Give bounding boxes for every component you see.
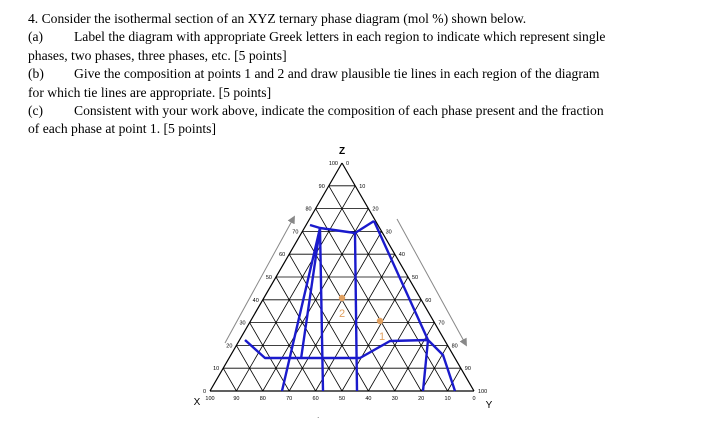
- bottom-tick-label: 90: [233, 396, 240, 402]
- grid-line-y: [289, 231, 381, 391]
- left-tick-label: 50: [265, 275, 272, 281]
- bottom-tick-label: 80: [259, 396, 266, 402]
- vertex-z-label: Z: [338, 146, 346, 157]
- part-b-label: (b): [28, 66, 44, 82]
- part-a-continuation: phases, two phases, three phases, etc. [5 points]: [28, 47, 287, 63]
- right-tick-label: 60: [425, 297, 432, 304]
- left-tick-label: 80: [305, 206, 312, 213]
- point-1-marker: [377, 318, 383, 324]
- bottom-tick-label: 30: [391, 396, 398, 402]
- bottom-tick-label: 50: [338, 396, 346, 402]
- left-tick-label: 40: [252, 297, 259, 304]
- vertex-y-label: Y: [485, 400, 493, 411]
- bottom-tick-label: 10: [444, 396, 451, 402]
- phase-boundaries: [245, 221, 455, 391]
- left-direction-arrow: [225, 219, 293, 343]
- part-b-text: Give the composition at points 1 and 2 and draw plausible tie lines in each region of the diagram: [74, 66, 600, 82]
- part-a: [28, 28, 688, 46]
- right-tick-label: 10: [359, 183, 366, 190]
- bottom-tick-label: 100: [205, 396, 215, 402]
- part-a-text: Label the diagram with appropriate Greek letters in each region to indicate which represent single: [74, 29, 606, 45]
- grid-line-y: [342, 277, 408, 391]
- bottom-tick-label: 70: [286, 396, 293, 402]
- right-tick-label: 0: [346, 161, 350, 167]
- bottom-tick-label: 60: [312, 396, 319, 402]
- part-c-label: (c): [28, 103, 44, 119]
- point-2-label: 2: [338, 308, 346, 320]
- axis-labels: [203, 161, 487, 402]
- right-tick-label: 100: [478, 389, 488, 395]
- ternary-phase-diagram: [185, 143, 505, 418]
- part-b-continuation: for which tie lines are appropriate. [5 points]: [28, 84, 272, 100]
- part-c-text: Consistent with your work above, indicate the composition of each phase present and the fraction: [74, 103, 604, 119]
- vertex-x-label: X: [193, 397, 201, 408]
- left-tick-label: 10: [213, 366, 220, 373]
- right-tick-label: 90: [464, 366, 471, 373]
- part-a-label: (a): [28, 29, 44, 45]
- right-tick-label: 80: [451, 343, 458, 350]
- bottom-tick-label: 0: [472, 396, 476, 402]
- right-tick-label: 70: [438, 320, 445, 327]
- right-tick-label: 30: [385, 229, 392, 236]
- bottom-tick-label: 20: [418, 396, 425, 402]
- grid-line-y: [395, 323, 435, 391]
- ternary-grid: [210, 163, 474, 391]
- part-c-continuation: of each phase at point 1. [5 points]: [28, 121, 216, 137]
- bottom-tick-label: 40: [365, 396, 372, 402]
- left-tick-label: 60: [279, 252, 286, 259]
- question-intro: 4. Consider the isothermal section of an XYZ ternary phase diagram (mol %) shown below.: [28, 11, 527, 26]
- right-tick-label: 20: [372, 206, 379, 213]
- left-tick-label: 30: [239, 320, 246, 327]
- left-tick-label: 0: [202, 389, 206, 395]
- part-b: [28, 65, 688, 83]
- phase-boundary-line: [320, 228, 323, 391]
- grid-line-x: [223, 368, 236, 391]
- left-tick-label: 70: [292, 229, 299, 236]
- part-c: [28, 102, 688, 120]
- right-tick-label: 50: [412, 275, 419, 281]
- right-tick-label: 40: [398, 252, 405, 259]
- left-tick-label: 90: [318, 183, 325, 190]
- grid-line-y: [236, 183, 355, 391]
- grid-line-x: [329, 183, 448, 391]
- left-tick-label: 100: [328, 161, 338, 167]
- left-tick-label: 20: [226, 343, 233, 350]
- point-1-label: 1: [378, 331, 386, 343]
- question-text: [28, 10, 688, 139]
- point-2-marker: [339, 295, 345, 301]
